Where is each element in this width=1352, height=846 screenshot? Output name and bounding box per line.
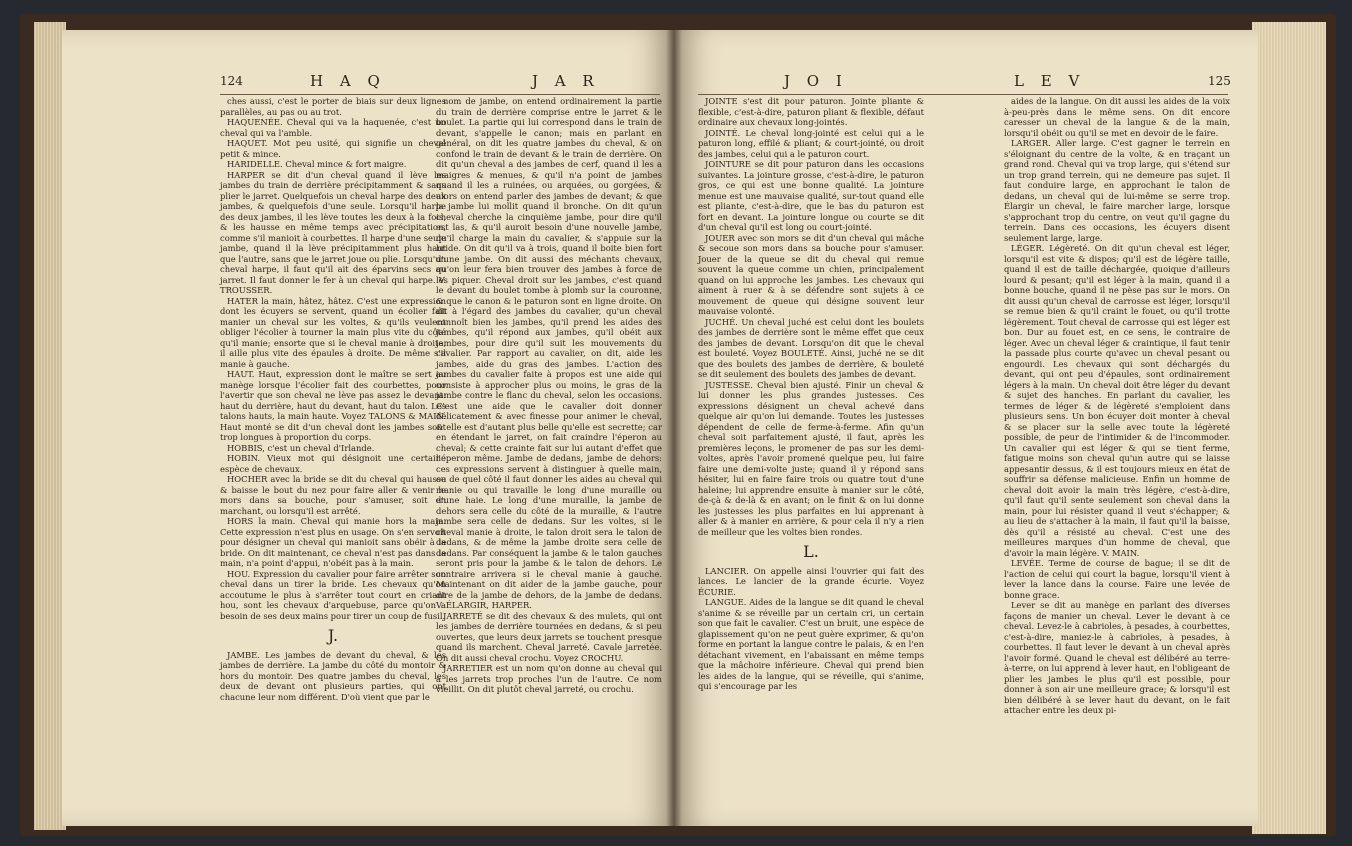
entry: HARPER se dit d'un cheval quand il lève les jambes du train de derrière précipitamment & sans plier le jarret. Quelquefois un cheval harpe des deux jambes, & quelquefois d'une seule. Lorsqu'il harpe des deux jambes, il les lève toutes les deux à la fois, & les hausse en même temps avec précipitation, comme s'il manioit à courbettes. Il harpe d'une seule jambe, quand il la lève précipitamment plus haut que l'autre, sans que le jarret joue ou plie. Lorsqu'un cheval harpe, il faut qu'il ait des éparvins secs au jarret. Il faut donner le fer à un cheval qui harpe. V. TROUSSER. <box>220 169 446 295</box>
section-letter: J. <box>327 626 339 645</box>
entry: HORS la main. Cheval qui manie hors la main. Cette expression n'est plus en usage. On s'en servoit pour désigner un cheval qui manioit sans obéir à la bride. On dit maintenant, ce cheval n'est pas dans la main, n'a point d'appui, n'obéit pas à la main. <box>220 516 446 568</box>
entry: LANGUE. Aides de la langue se dit quand le cheval s'anime & se réveille par un certain cri, un certain son que fait le cavalier. C'est un bruit, une espèce de glapissement qu'on ne peut guère exprimer, & qu'on forme en portant la langue contre le palais, & en l'en détachant vivement, en l'abaissant en même temps que la mâchoire inférieure. Cheval qui prend bien les aides de la langue, qui se réveille, qui s'anime, qui s'encourage par les <box>698 597 924 691</box>
section-letter: L. <box>803 542 819 561</box>
entry: HARIDELLE. Cheval mince & fort maigre. <box>227 159 407 169</box>
entry: HAQUET. Mot peu usité, qui signifie un cheval petit & mince. <box>220 138 446 159</box>
running-head: J O I <box>784 72 848 90</box>
entry: HOBIN. Vieux mot qui désignoit une certaine espèce de chevaux. <box>220 453 446 474</box>
entry: LANCIER. On appelle ainsi l'ouvrier qui fait des lances. Le lancier de la grande écurie. Voyez ÉCURIE. <box>698 565 924 597</box>
book-gutter <box>666 30 682 826</box>
entry: JOINTÉ. Le cheval long-jointé est celui qui a le paturon long, effilé & pliant; & court-jointé, ou droit des jambes, celui qui a le paturon court. <box>698 127 924 159</box>
page-edges-right <box>1252 22 1326 834</box>
entry: JUCHÉ. Un cheval juché est celui dont les boulets des jambes de derrière sont le même effet que ceux des jambes de devant. Lorsqu'on dit que le cheval est bouleté. Voyez BOULETÉ. Ainsi, juché ne se dit que des boulets des jambes de derrière, & bouleté se dit seulement des boulets des jambes de devant. <box>698 316 924 379</box>
right-page <box>674 30 1258 826</box>
entry: JOINTURE se dit pour paturon dans les occasions suivantes. La jointure grosse, c'est-à-dire, le paturon gros, ce qui est une bonne qualité. La jointure menue est une mauvaise qualité, sur-tout quand elle est pliante, c'est-à-dire, que le bas du paturon est fort en devant. La jointure longue ou courte se dit d'un cheval qu'il est long ou court-jointé. <box>698 159 924 232</box>
head-rule <box>220 94 660 95</box>
page-number: 124 <box>220 74 243 88</box>
entry: HOBBIS, c'est un cheval d'Irlande. <box>227 442 375 453</box>
entry: HOCHER avec la bride se dit du cheval qui hausse & baisse le bout du nez pour faire aller & venir le mors dans sa bouche, pour s'amuser, soit en marchant, ou lorsqu'il est arrêté. <box>220 474 446 516</box>
entry: JOUER avec son mors se dit d'un cheval qui mâche & secoue son mors dans sa bouche pour s'amuser. Jouer de la queue se dit du cheval qui remue souvent la queue comme un chien, principalement quand on lui approche les jambes. Les chevaux qui aiment à ruer & à se défendre sont sujets à ce mouvement de queue qui désigne souvent leur mauvaise volonté. <box>698 232 924 316</box>
column-right <box>1004 96 1230 716</box>
column-right <box>436 96 662 695</box>
entry: JARRETIER est un nom qu'on donne au cheval qui a les jarrets trop proches l'un de l'autre. Ce nom vieillit. On dit plutôt cheval jarreté, ou crochu. <box>436 663 662 694</box>
running-head: H A Q <box>310 72 386 90</box>
column-left <box>220 96 446 702</box>
entry: LEVÉE. Terme de course de bague; il se dit de l'action de celui qui court la bague, lorsqu'il vient à lever la lance dans la course. Faire une levée de bonne grace. <box>1004 558 1230 600</box>
entry: aides de la langue. On dit aussi les aides de la voix à-peu-près dans le même sens. On dit encore caresser un cheval de la langue & de la main, lorsqu'il obéit ou qu'il se met en devoir de le faire. <box>1004 96 1230 138</box>
entry: HAQUENÉE. Cheval qui va la haquenée, c'est un cheval qui va l'amble. <box>220 117 446 138</box>
entry: Lever se dit au manège en parlant des diverses façons de manier un cheval. Lever le devant à ce cheval. Levez-le à cabrioles, à pesades, à courbettes, c'est-à-dire, maniez-le à cabrioles, à pesades, à courbettes. Il faut lever le devant à un cheval après l'avoir formé. Quand le cheval est délibéré au terre-à-terre, on lui apprend à lever haut, en l'obligeant de plier les jambes le plus qu'il est possible, pour donner à son air une meilleure grace; & lorsqu'il est bien délibéré à se lever haut du devant, on le fait attacher entre les deux pi- <box>1004 600 1230 715</box>
page-number: 125 <box>1208 74 1231 88</box>
head-rule <box>698 94 1228 95</box>
entry: JOINTE s'est dit pour paturon. Jointe pliante & flexible, c'est-à-dire, paturon pliant & flexible, défaut ordinaire aux chevaux long-jointés. <box>698 96 924 127</box>
running-head: L E V <box>1014 72 1086 90</box>
entry: HATER la main, hâtez, hâtez. C'est une expression dont les écuyers se servent, quand un écolier fait manier un cheval sur les voltes, & qu'ils veulent obliger l'écolier à tourner la main plus vite du côté qu'il manie; ensorte que si le cheval manie à droite, il aille plus vite des épaules à droite. De même s'il manie à gauche. <box>220 295 446 369</box>
entry: HAUT. Haut, expression dont le maître se sert au manège lorsque l'écolier fait des courbettes, pour l'avertir que son cheval ne lève pas assez le devant: haut du derrière, haut du devant, haut du talon. Les talons hauts, la main haute. Voyez TALONS & MAIN. Haut monté se dit d'un cheval dont les jambes sont trop longues à proportion du corps. <box>220 369 446 442</box>
entry: HOU. Expression du cavalier pour faire arrêter son cheval dans un tirer la bride. Les chevaux qu'on accoutume le plus à s'arrêter tout court en criant hou, sont les chevaux d'arquebuse, parce qu'on a besoin de ses deux mains pour tirer un coup de fusil. <box>220 568 446 621</box>
entry: JARRETÉ se dit des chevaux & des mulets, qui ont les jambes de derrière tournées en dedans, & si peu ouvertes, que leurs deux jarrets se touchent presque quand ils marchent. Cheval jarreté. Cavale jarretée. On dit aussi cheval crochu. Voyez CROCHU. <box>436 610 662 663</box>
entry: JAMBE. Les jambes de devant du cheval, & les jambes de derrière. La jambe du côté du montoir & hors du montoir. Des quatre jambes du cheval, les deux de devant ont plusieurs parties, qui ont chacune leur nom différent. D'où vient que par le <box>220 649 446 702</box>
running-head: J A R <box>532 72 600 90</box>
left-page <box>62 30 674 826</box>
entry: LARGER. Aller large. C'est gagner le terrein en s'éloignant du centre de la volte, & en traçant un grand rond. Cheval qui va trop large, qui s'étend sur un trop grand terrein, qui ne demeure pas sujet. Il faut conduire large, en approchant le talon de dedans, un cheval qui de lui-même se serre trop. Élargir un cheval, le faire marcher large, lorsque s'approchant trop du centre, on veut qu'il gagne du terrein. Dans ces occasions, les écuyers disent seulement large, large. <box>1004 138 1230 243</box>
entry: nom de jambe, on entend ordinairement la partie du train de derrière comprise entre le jarret & le boulet. La partie qui lui correspond dans le train de devant, s'appelle le canon; mais en parlant en général, on dit les quatre jambes du cheval, & on confond le train de devant & le train de derrière. On dit qu'un cheval a des jambes de cerf, quand il les a maigres & menues, & qu'il n'a point de jambes quand il les a ruinées, ou arquées, ou gorgées, & alors on entend parler des jambes de devant; & que la jambe lui mollit quand il bronche. On dit qu'un cheval cherche la cinquième jambe, pour dire qu'il est las, & qu'il auroit besoin d'une nouvelle jambe, qu'il charge la main du cavalier, & s'appuie sur la bride. On dit qu'il va à trois, quand il boite bien fort d'une jambe. On dit aussi des méchants chevaux, qu'on leur fera bien trouver des jambes à force de les piquer. Cheval droit sur les jambes, c'est quand le devant du boulet tombe à plomb sur la couronne, & que le canon & le paturon sont en ligne droite. On dit à l'égard des jambes du cavalier, qu'un cheval connoît bien les jambes, qu'il prend les aides des jambes, qu'il répond aux jambes, qu'il obéit aux jambes, pour dire qu'il suit les mouvements du cavalier. Par rapport au cavalier, on dit, aide les jambes, aide du gras des jambes. L'action des jambes du cavalier faite à propos est une aide qui consiste à approcher plus ou moins, le gras de la jambe contre le flanc du cheval, selon les occasions. C'est une aide que le cavalier doit donner délicatement & avec finesse pour animer le cheval, & elle est d'autant plus belle qu'elle est secrette; car en étendant le jarret, on fait craindre l'éperon au cheval; & cette crainte fait sur lui autant d'effet que l'éperon même. Jambe de dedans, jambe de dehors: ces expressions servent à distinguer à quelle main, ou de quel côté il faut donner les aides au cheval qui manie ou qui travaille le long d'une muraille ou d'une haie. Le long d'une muraille, la jambe de dehors sera celle du côté de la muraille, & l'autre jambe sera celle de dedans. Sur les voltes, si le cheval manie à droite, le talon droit sera le talon de dedans, & de même la jambe droite sera celle de dedans. Par conséquent la jambe & le talon gauches seront pris pour la jambe & le talon de dehors. Le contraire arrivera si le cheval manie à gauche. Maintenant on dit aider de la jambe gauche, pour dire de la jambe de dehors, de la jambe de dedans. V. ÉLARGIR, HARPER. <box>436 96 662 610</box>
entry: JUSTESSE. Cheval bien ajusté. Finir un cheval & lui donner les plus grandes justesses. Ces expressions désignent un cheval achevé dans quelque air qu'on lui demande. Toutes les justesses dépendent de celle de ferme-à-ferme. Afin qu'un cheval soit parfaitement ajusté, il faut, après les premières leçons, le promener de pas sur les demi-voltes, après l'avoir promené quelque peu, lui faire faire une demi-volte juste; quand il y répond sans hésiter, lui en faire faire trois ou quatre tout d'une haleine; lui apprendre ensuite à manier sur le côté, de-çà & de-là & en avant; on le finit & on lui donne les justesses les plus parfaites en lui apprenant à aller & à manier en arrière, & pour cela il n'y a rien de meilleur que les voltes bien rondes. <box>698 379 924 537</box>
entry: LÉGER. Légèreté. On dit qu'un cheval est léger, lorsqu'il est vite & dispos; qu'il est de légère taille, quand il est de taille déchargée, quoique d'ailleurs lourd & pesant; qu'il est léger à la main, quand il a bonne bouche, quand il ne pèse pas sur le mors. On dit aussi qu'un cheval de carrosse est léger, lorsqu'il se remue bien & qu'il craint le fouet, ou qu'il trotte légèrement. Tout cheval de carrosse qui est léger est bon. Dur au fouet est, en ce sens, le contraire de léger. Avec un cheval léger & craintique, il faut tenir la passade plus courte qu'avec un cheval pesant ou engourdi. Les chevaux qui sont déchargés du devant, qui ont peu d'épaules, sont ordinairement légers à la main. Un cheval doit être léger du devant & sujet des hanches. En parlant du cavalier, les termes de léger & de légèreté s'emploient dans plusieurs sens. Un bon écuyer doit monter à cheval & se placer sur la selle avec toute la légèreté possible, de peur de l'intimider & de l'incommoder. Un cavalier qui est léger & qui se tient ferme, fatigue moins son cheval qu'un autre qui se laisse appesantir dessus, & il est toujours mieux en état de souffrir sa défense malicieuse. Enfin un homme de cheval doit avoir la main très légère, c'est-à-dire, qu'il faut qu'il sente seulement son cheval dans la main, pour lui résister quand il veut s'échapper; & au lieu de s'attacher à la main, il faut qu'il la baisse, dès qu'il a résisté au cheval. C'est une des meilleures marques d'un homme de cheval, que d'avoir la main légère. V. MAIN. <box>1004 243 1230 558</box>
entry: ches aussi, c'est le porter de biais sur deux lignes parallèles, au pas ou au trot. <box>220 96 446 117</box>
column-left <box>698 96 924 692</box>
